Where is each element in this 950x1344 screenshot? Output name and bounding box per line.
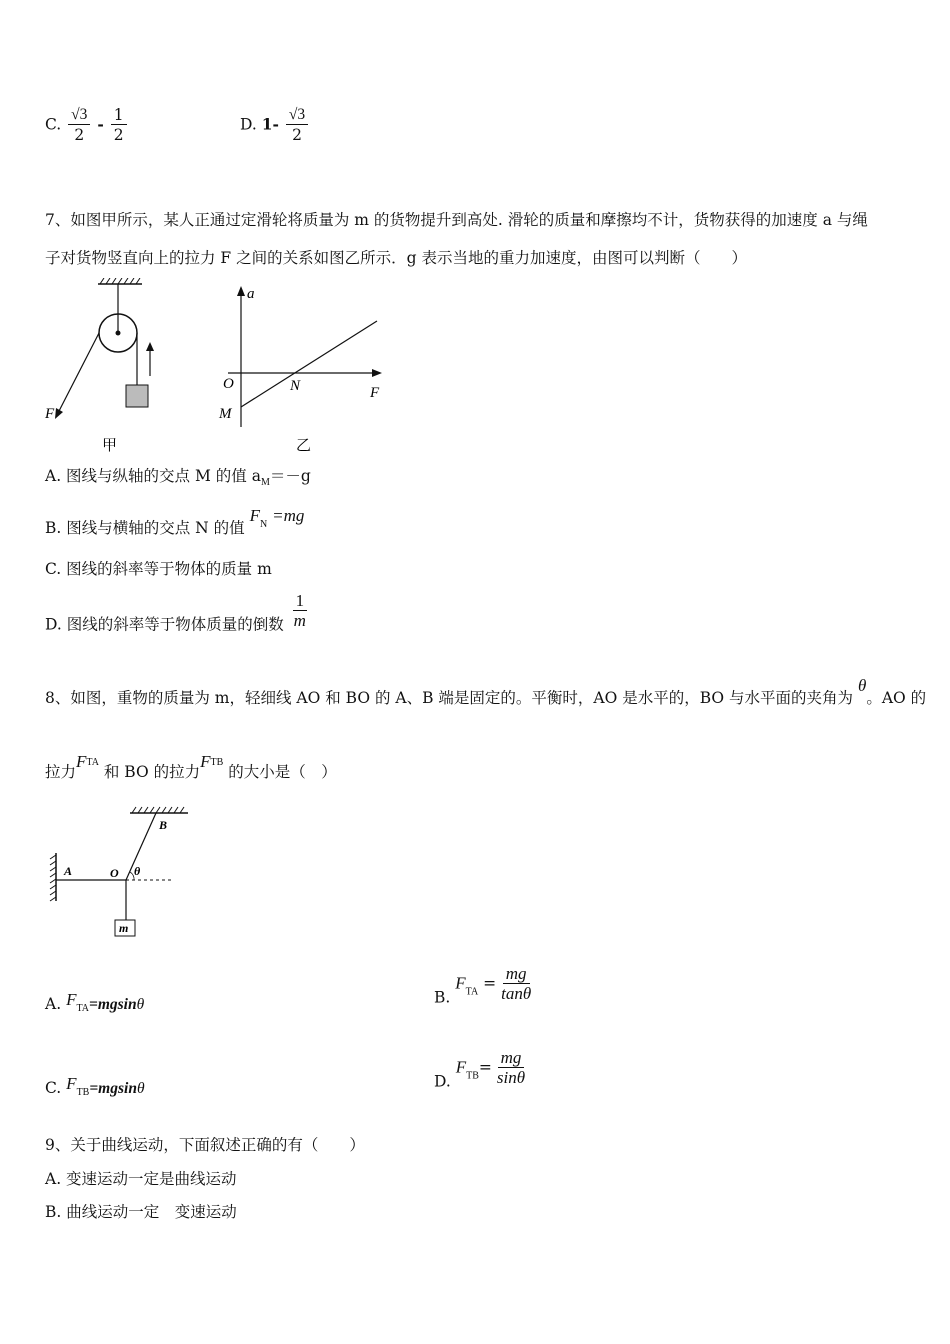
force-symbol: F: [455, 973, 466, 993]
numerator: √3: [68, 106, 90, 125]
subscript: TA: [76, 1003, 89, 1014]
option-label: C.: [45, 115, 62, 134]
q8-stem-line1: [45, 676, 927, 708]
denominator: tanθ: [501, 984, 532, 1003]
numerator: 1: [293, 592, 308, 611]
fraction: [68, 106, 90, 145]
option-tail: ＝－g: [269, 467, 311, 485]
option-tail: =mg: [272, 506, 305, 525]
force-label: F: [45, 406, 55, 422]
q7-stem-line1: 7、如图甲所示，某人正通过定滑轮将质量为 m 的货物提升到高处. 滑轮的质量和摩擦均不计，货物获得的加速度 a 与绳: [45, 211, 868, 229]
option-label: C.: [45, 1079, 62, 1097]
numerator: mg: [503, 965, 530, 984]
point-a-label: A: [64, 864, 73, 878]
point-b-label: B: [159, 818, 168, 832]
theta-symbol: θ: [136, 996, 145, 1013]
rope-figure: [48, 805, 188, 945]
figure-caption-jia: 甲: [102, 438, 118, 454]
q8-option-c: [45, 1074, 145, 1103]
q6-option-c: [45, 106, 129, 145]
axis-label-a: a: [247, 286, 255, 302]
fraction: [286, 106, 308, 145]
stem-tail: 。AO 的: [866, 689, 927, 707]
pulley-figure: [40, 278, 180, 458]
denominator: sinθ: [496, 1068, 526, 1087]
axis-label-f: F: [370, 385, 380, 401]
q7-option-d: [45, 592, 311, 635]
q9-option-a: A. 变速运动一定是曲线运动: [45, 1170, 237, 1188]
q9-option-b: B. 曲线运动一定 变速运动: [45, 1203, 237, 1221]
option-label: A.: [45, 995, 62, 1013]
fraction: [498, 965, 534, 1004]
numerator: 1: [111, 106, 127, 125]
fraction: [291, 592, 309, 631]
point-o-label: O: [110, 866, 119, 880]
a-f-graph: [210, 282, 390, 458]
force-symbol: F: [200, 752, 211, 771]
minus-sign: -: [97, 114, 104, 134]
point-n-label: N: [290, 378, 301, 394]
option-label: D.: [240, 115, 257, 134]
denominator: m: [293, 611, 306, 630]
stem-text: 8、如图，重物的质量为 m，轻细线 AO 和 BO 的 A、B 端是固定的。平衡时，AO 是水平的，BO 与水平面的夹角为: [45, 689, 854, 707]
subscript: TB: [466, 1070, 479, 1082]
q8-option-b: [434, 965, 536, 1008]
subscript: TA: [86, 757, 99, 768]
option-text: B. 图线与横轴的交点 N 的值: [45, 519, 245, 537]
angle-label: θ: [134, 864, 141, 878]
subscript: N: [260, 519, 268, 530]
force-symbol: F: [249, 506, 260, 525]
mass-label: m: [119, 921, 129, 935]
expression-prefix: 1-: [261, 114, 279, 134]
q8-option-a: [45, 990, 144, 1019]
option-label: D.: [434, 1072, 451, 1091]
q7-stem-line2: 子对货物竖直向上的拉力 F 之间的关系如图乙所示．g 表示当地的重力加速度，由图可以判断（ ）: [45, 249, 747, 267]
numerator: √3: [286, 106, 308, 125]
point-m-label: M: [219, 406, 232, 422]
denominator: 2: [74, 126, 85, 144]
graph-line: [241, 321, 377, 407]
denominator: 2: [292, 126, 302, 144]
fraction: [111, 106, 127, 145]
subscript: TA: [465, 986, 479, 998]
theta-symbol: θ: [136, 1080, 145, 1097]
equals-sign: =: [478, 1058, 492, 1077]
q8-option-d: [434, 1049, 530, 1092]
theta-symbol: θ: [858, 676, 867, 695]
q7-option-c: C. 图线的斜率等于物体的质量 m: [45, 560, 272, 578]
option-label: B.: [434, 988, 451, 1007]
force-symbol: F: [66, 1074, 77, 1093]
force-symbol: F: [76, 752, 87, 771]
q9-stem: 9、关于曲线运动，下面叙述正确的有（ ）: [45, 1136, 365, 1154]
force-symbol: F: [66, 990, 77, 1009]
subscript: TB: [76, 1087, 90, 1098]
equals-sign: =: [483, 974, 497, 993]
fraction: [494, 1049, 528, 1088]
origin-label: O: [223, 376, 234, 392]
denominator: 2: [113, 126, 124, 144]
option-text: D. 图线的斜率等于物体质量的倒数: [45, 615, 284, 634]
q7-option-a: [45, 466, 311, 493]
option-tail: =mgsin: [88, 996, 137, 1013]
option-tail: =mgsin: [89, 1080, 137, 1097]
force-symbol: F: [455, 1057, 467, 1077]
figure-caption-yi: 乙: [296, 438, 312, 454]
stem-text: 拉力: [45, 763, 77, 781]
option-text: A. 图线与纵轴的交点 M 的值 a: [45, 467, 261, 485]
q6-option-d: [240, 106, 310, 145]
subscript: M: [260, 477, 270, 488]
q8-stem-line2: [45, 752, 337, 782]
stem-text: 的大小是（ ）: [228, 763, 337, 781]
q7-option-b: [45, 506, 304, 538]
stem-text: 和 BO 的拉力: [103, 763, 201, 781]
subscript: TB: [210, 757, 224, 768]
numerator: mg: [498, 1049, 525, 1068]
